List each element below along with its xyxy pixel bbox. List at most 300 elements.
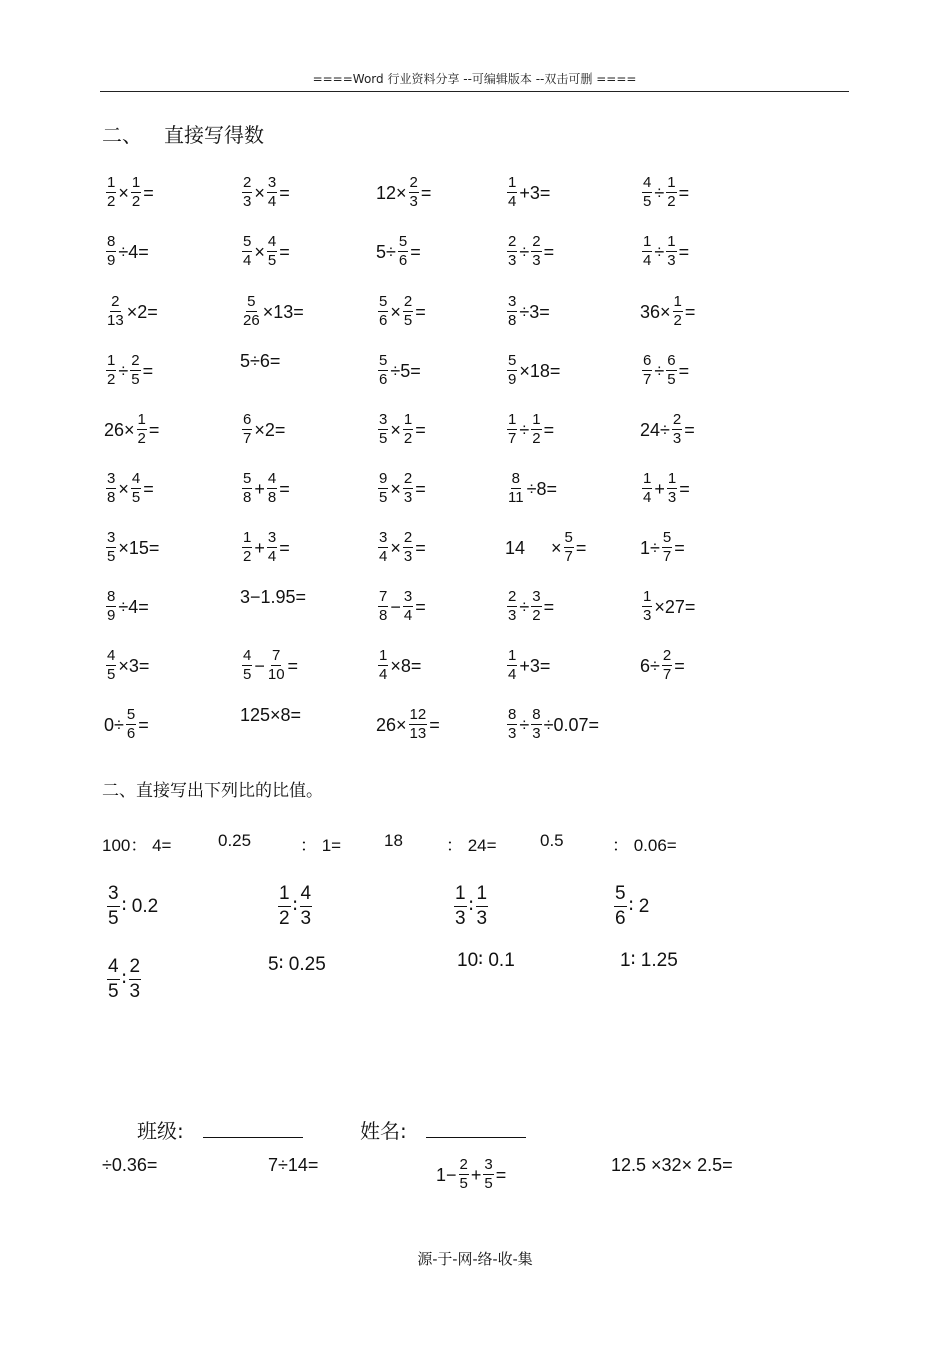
fraction-denominator: 2: [279, 908, 290, 929]
fraction-denominator: 3: [300, 908, 312, 929]
expression-text: ÷: [519, 596, 530, 617]
fraction-denominator: 8: [267, 489, 277, 506]
fraction: [267, 233, 277, 270]
expression-text: =: [138, 714, 149, 735]
fraction-denominator: 6: [126, 725, 136, 742]
ratio-text: 0.5: [540, 831, 564, 850]
expression-text: =: [415, 301, 426, 322]
fraction: [106, 233, 116, 270]
fraction-denominator: 5: [108, 908, 119, 929]
fraction-denominator: 7: [508, 430, 517, 447]
fraction: [106, 470, 116, 507]
fraction-numerator: 2: [672, 411, 682, 428]
fraction: [137, 411, 147, 448]
fraction: [378, 588, 388, 625]
fraction-denominator: 3: [455, 908, 466, 929]
math-expression: [104, 529, 159, 566]
fraction-denominator: 7: [564, 548, 573, 565]
expression-text: ÷8=: [526, 478, 557, 499]
expression-text: 26×: [104, 419, 135, 440]
expression-text: =: [148, 419, 160, 440]
ratio-text: 0.25: [218, 831, 252, 850]
fraction-denominator: 3: [403, 489, 413, 506]
fraction-denominator: 5: [267, 252, 277, 269]
fraction-numerator: 1: [379, 647, 388, 664]
fraction-numerator: 4: [107, 955, 120, 980]
fraction-numerator: 5: [126, 706, 136, 723]
expression-text: ×: [118, 478, 129, 499]
fraction-denominator: 5: [379, 430, 388, 447]
fraction-numerator: 12: [409, 706, 427, 723]
expression-text: ×: [254, 241, 265, 262]
fraction-denominator: 2: [131, 193, 141, 210]
fraction-numerator: 1: [508, 411, 517, 428]
fraction-denominator: 2: [137, 430, 146, 447]
fraction-numerator: 2: [403, 293, 413, 310]
expression-text: ×: [390, 301, 401, 322]
math-expression: [240, 233, 290, 270]
expression-text: 125×8=: [240, 705, 302, 725]
fraction: [378, 647, 388, 684]
fraction-numerator: 3: [532, 588, 541, 605]
fraction: [459, 1156, 469, 1193]
math-expression: [104, 352, 153, 389]
math-expression: [640, 411, 695, 448]
expression-text: ×2=: [126, 301, 158, 322]
math-expression: [104, 233, 149, 270]
fraction-denominator: 5: [667, 371, 676, 388]
math-expression: [436, 1156, 506, 1193]
math-expression: [240, 174, 290, 211]
expression-text: 1−: [436, 1164, 457, 1185]
expression-text: ∶ 0.2: [121, 896, 159, 917]
fraction-denominator: 3: [532, 725, 541, 742]
fraction: [267, 529, 277, 566]
fraction-numerator: 1: [476, 882, 489, 907]
expression-text: ×13=: [262, 301, 304, 322]
fraction-denominator: 10: [267, 666, 285, 683]
math-expression: [505, 293, 550, 330]
math-expression: [505, 647, 550, 684]
fraction: [667, 470, 677, 507]
fraction-numerator: 2: [129, 955, 142, 980]
fraction-numerator: 3: [267, 174, 277, 191]
expression-text: +: [254, 478, 265, 499]
math-expression: [376, 293, 426, 330]
math-expression: [640, 233, 689, 270]
expression-text: 1÷: [640, 537, 660, 558]
expression-text: =: [279, 182, 290, 203]
fraction-numerator: 9: [379, 470, 388, 487]
expression-text: ÷: [118, 360, 129, 381]
math-expression: [452, 882, 490, 931]
expression-text: 12.5 ×32× 2.5=: [611, 1155, 733, 1175]
ratio-text: 18: [384, 831, 403, 850]
math-expression: [376, 706, 440, 743]
fraction-denominator: 6: [379, 371, 388, 388]
fraction: [403, 411, 413, 448]
fraction: [130, 352, 140, 389]
fraction-denominator: 8: [243, 489, 252, 506]
fraction-numerator: 8: [508, 706, 517, 723]
math-expression: [457, 951, 515, 970]
expression-text: 5÷6=: [240, 351, 281, 371]
ratio-text: ： 24=: [446, 836, 497, 855]
expression-text: ×: [254, 182, 265, 203]
fraction: [242, 174, 252, 211]
math-expression: [612, 882, 649, 931]
expression-text: =: [143, 182, 154, 203]
expression-text: 6÷: [640, 655, 660, 676]
expression-text: −: [390, 596, 401, 617]
fraction-denominator: 6: [379, 312, 388, 329]
fraction-numerator: 1: [508, 647, 517, 664]
fraction: [454, 882, 467, 931]
expression-text: ÷3=: [519, 301, 550, 322]
expression-text: 12×: [376, 182, 407, 203]
fraction-numerator: 5: [398, 233, 408, 250]
fraction: [106, 352, 116, 389]
fraction: [507, 647, 517, 684]
fraction-numerator: 4: [131, 470, 141, 487]
math-expression: [104, 470, 154, 507]
fraction: [106, 529, 116, 566]
fraction-denominator: 5: [403, 312, 413, 329]
fraction-numerator: 1: [532, 411, 541, 428]
fraction-numerator: 3: [379, 529, 388, 546]
math-expression: [104, 647, 149, 684]
fraction-denominator: 3: [476, 908, 488, 929]
expression-text: ∶: [468, 896, 474, 917]
fraction-numerator: 6: [643, 352, 652, 369]
fraction: [642, 588, 652, 625]
fraction: [672, 411, 682, 448]
math-expression: [240, 293, 304, 330]
math-expression: [104, 293, 158, 330]
fraction: [242, 470, 252, 507]
fraction-denominator: 8: [379, 607, 388, 624]
math-expression: [268, 955, 326, 974]
fraction: [662, 647, 672, 684]
math-expression: [640, 588, 695, 625]
math-expression: [505, 529, 586, 566]
math-expression: [640, 293, 695, 330]
expression-text: 3−1.95=: [240, 587, 307, 607]
expression-text: =: [287, 655, 299, 676]
expression-text: =: [415, 419, 426, 440]
fraction-numerator: 2: [131, 352, 140, 369]
fraction-numerator: 4: [267, 233, 277, 250]
fraction-denominator: 9: [107, 252, 116, 269]
fraction-numerator: 4: [643, 174, 652, 191]
math-expression: [376, 411, 426, 448]
expression-text: ÷: [519, 241, 530, 262]
class-blank[interactable]: [203, 1137, 303, 1138]
math-expression: [376, 470, 426, 507]
fraction: [378, 352, 388, 389]
fraction-denominator: 5: [131, 489, 141, 506]
fraction-numerator: 6: [243, 411, 252, 428]
expression-text: 1∶ 1.25: [620, 950, 678, 971]
math-expression: [640, 647, 685, 684]
class-label: 班级:: [137, 1119, 184, 1143]
fraction: [267, 174, 277, 211]
fraction: [300, 882, 313, 931]
fraction-numerator: 7: [379, 588, 388, 605]
fraction-numerator: 3: [379, 411, 388, 428]
fraction: [378, 529, 388, 566]
fraction-numerator: 8: [532, 706, 541, 723]
expression-text: ∶: [121, 969, 127, 990]
math-expression: [376, 529, 426, 566]
math-expression: [376, 352, 421, 389]
expression-text: =: [674, 537, 685, 558]
fraction-denominator: 3: [508, 607, 517, 624]
fraction-denominator: 7: [662, 666, 672, 683]
fraction: [673, 293, 683, 330]
section-heading-1: [102, 119, 264, 148]
fraction-numerator: 5: [243, 470, 252, 487]
fraction: [398, 233, 408, 270]
expression-text: =: [575, 537, 587, 558]
fraction: [378, 470, 388, 507]
fraction-denominator: 3: [243, 193, 252, 210]
fraction: [507, 233, 517, 270]
fraction: [642, 174, 652, 211]
ratio-text: ： 0.06=: [612, 836, 677, 855]
expression-text: ×3=: [118, 655, 150, 676]
fraction: [662, 529, 672, 566]
expression-text: 26×: [376, 714, 407, 735]
fraction-numerator: 3: [107, 529, 116, 546]
fraction: [507, 470, 525, 507]
fraction-numerator: 1: [278, 882, 291, 907]
fraction-denominator: 3: [508, 725, 517, 742]
expression-text: ×: [118, 182, 129, 203]
expression-text: 5∶ 0.25: [268, 954, 326, 975]
fraction: [378, 411, 388, 448]
fraction-numerator: 4: [267, 470, 277, 487]
fraction-numerator: 1: [403, 411, 413, 428]
fraction: [267, 647, 286, 684]
fraction: [131, 470, 141, 507]
fraction-denominator: 2: [243, 548, 252, 565]
math-expression: [640, 529, 685, 566]
fraction: [403, 293, 413, 330]
fraction: [403, 529, 413, 566]
expression-text: +: [254, 537, 265, 558]
math-expression: [376, 174, 431, 211]
fraction: [507, 174, 517, 211]
fraction: [564, 529, 574, 566]
fraction-denominator: 3: [403, 548, 413, 565]
fraction: [666, 174, 676, 211]
math-expression: [240, 411, 285, 448]
math-expression: [240, 706, 301, 724]
fraction-denominator: 3: [643, 607, 652, 624]
fraction: [131, 174, 141, 211]
fraction-numerator: 5: [564, 529, 573, 546]
fraction: [107, 882, 120, 931]
name-label: 姓名:: [360, 1119, 407, 1143]
expression-text: =: [678, 360, 690, 381]
fraction-numerator: 3: [107, 470, 116, 487]
fraction-numerator: 2: [459, 1156, 468, 1173]
fraction-numerator: 2: [508, 233, 517, 250]
fraction-numerator: 1: [131, 174, 141, 191]
fraction-denominator: 9: [508, 371, 517, 388]
math-expression: [640, 174, 689, 211]
math-expression: [240, 352, 280, 370]
math-expression: [640, 470, 690, 507]
math-expression: [611, 1156, 733, 1174]
math-expression: [376, 588, 426, 625]
expression-text: ÷5=: [390, 360, 421, 381]
fraction-denominator: 2: [673, 312, 682, 329]
fraction: [403, 588, 413, 625]
fraction-denominator: 5: [379, 489, 388, 506]
fraction-numerator: 2: [403, 529, 413, 546]
fraction: [106, 647, 116, 684]
math-expression: [505, 233, 554, 270]
fraction: [129, 955, 142, 1004]
expression-text: =: [679, 478, 690, 499]
fraction-numerator: 2: [243, 174, 252, 191]
fraction-numerator: 6: [667, 352, 676, 369]
fraction-denominator: 7: [243, 430, 252, 447]
math-expression: [268, 1156, 318, 1174]
fraction: [507, 293, 517, 330]
math-expression: [105, 882, 158, 931]
fraction-denominator: 4: [508, 193, 517, 210]
fraction-numerator: 1: [107, 174, 116, 191]
expression-text: −: [254, 655, 265, 676]
math-expression: [640, 352, 689, 389]
expression-text: =: [684, 301, 696, 322]
math-expression: [376, 647, 421, 684]
expression-text: =: [678, 182, 690, 203]
expression-text: =: [142, 360, 154, 381]
fraction: [507, 588, 517, 625]
math-expression: [505, 352, 560, 389]
expression-text: ×: [390, 419, 401, 440]
fraction: [531, 411, 541, 448]
fraction: [242, 647, 252, 684]
fraction-denominator: 3: [667, 489, 677, 506]
fraction: [507, 411, 517, 448]
fraction: [267, 470, 277, 507]
fraction-denominator: 5: [243, 666, 252, 683]
fraction: [476, 882, 489, 931]
ratio-text: 100： 4=: [102, 836, 172, 855]
fraction-denominator: 2: [403, 430, 413, 447]
expression-text: =: [429, 714, 440, 735]
fraction: [507, 352, 517, 389]
expression-text: ×8=: [390, 655, 422, 676]
fraction-denominator: 3: [672, 430, 682, 447]
fraction: [666, 233, 676, 270]
expression-text: ÷4=: [118, 241, 149, 262]
fraction-numerator: 7: [272, 647, 281, 664]
fraction: [531, 588, 541, 625]
expression-text: 7÷14=: [268, 1155, 319, 1175]
expression-text: +3=: [519, 655, 551, 676]
fraction-denominator: 2: [107, 193, 116, 210]
expression-text: =: [279, 241, 290, 262]
fraction-numerator: 5: [614, 882, 627, 907]
expression-text: =: [143, 478, 154, 499]
fraction: [531, 706, 541, 743]
expression-text: 0÷: [104, 714, 124, 735]
fraction: [126, 706, 136, 743]
fraction-denominator: 8: [107, 489, 116, 506]
math-expression: [620, 951, 678, 970]
fraction: [409, 706, 428, 743]
section-title: 直接写得数: [164, 123, 264, 147]
fraction: [242, 293, 261, 330]
fraction-numerator: 1: [673, 293, 682, 310]
math-expression: [376, 233, 421, 270]
expression-text: ×2=: [254, 419, 286, 440]
fraction-numerator: 1: [667, 233, 676, 250]
fraction-numerator: 1: [137, 411, 146, 428]
fraction-numerator: 2: [403, 470, 413, 487]
math-expression: [505, 174, 550, 211]
fraction-denominator: 4: [379, 548, 388, 565]
fraction-denominator: 13: [409, 725, 427, 742]
fraction: [106, 588, 116, 625]
math-expression: [102, 1156, 157, 1174]
fraction-denominator: 4: [643, 489, 652, 506]
fraction-numerator: 1: [667, 174, 676, 191]
expression-text: ÷: [519, 714, 530, 735]
math-expression: [240, 470, 290, 507]
fraction: [403, 470, 413, 507]
expression-text: =: [543, 596, 555, 617]
fraction-numerator: 3: [484, 1156, 493, 1173]
fraction-numerator: 4: [300, 882, 313, 907]
fraction-numerator: 4: [107, 647, 116, 664]
fraction-denominator: 3: [667, 252, 676, 269]
fraction-numerator: 1: [107, 352, 116, 369]
expression-text: 5÷: [376, 241, 396, 262]
math-expression: [104, 588, 149, 625]
fraction-denominator: 4: [508, 666, 517, 683]
fraction-denominator: 7: [662, 548, 672, 565]
expression-text: 36×: [640, 301, 671, 322]
fraction-denominator: 3: [532, 252, 541, 269]
fraction: [642, 352, 652, 389]
expression-text: =: [674, 655, 685, 676]
fraction: [666, 352, 676, 389]
fraction-numerator: 8: [511, 470, 520, 487]
fraction: [614, 882, 627, 931]
fraction-numerator: 3: [107, 882, 120, 907]
fraction: [531, 233, 541, 270]
fraction: [642, 233, 652, 270]
fraction-denominator: 3: [129, 981, 141, 1002]
fraction-numerator: 5: [662, 529, 672, 546]
fraction: [107, 955, 120, 1004]
fraction-denominator: 13: [107, 312, 124, 329]
fraction-numerator: 1: [667, 470, 677, 487]
expression-text: +: [470, 1164, 482, 1185]
name-blank[interactable]: [426, 1137, 526, 1138]
fraction-numerator: 5: [243, 233, 252, 250]
fraction-denominator: 4: [267, 193, 277, 210]
fraction: [507, 706, 517, 743]
expression-text: ÷0.07=: [543, 714, 600, 735]
